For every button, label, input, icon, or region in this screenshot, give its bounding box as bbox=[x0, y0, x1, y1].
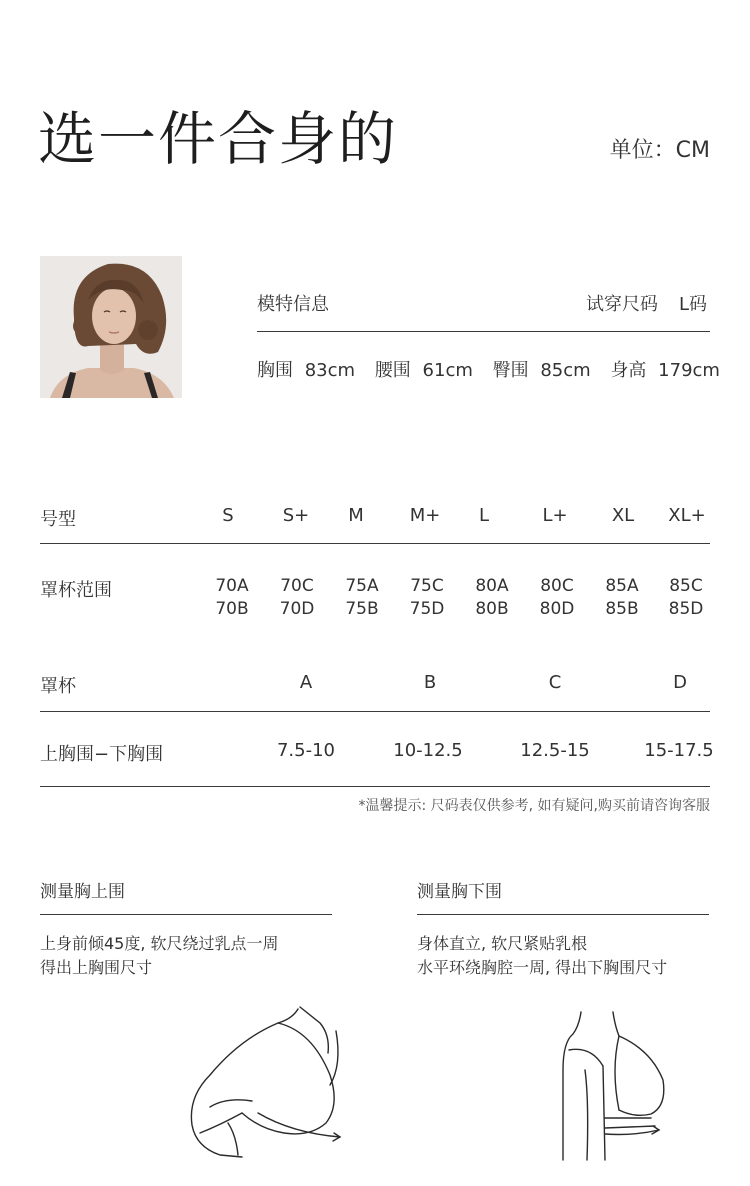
size-cell: M bbox=[348, 505, 364, 526]
cup-cell: A bbox=[299, 672, 313, 693]
stat-height-label: 身高 bbox=[610, 360, 647, 381]
stat-hip-value: 85cm bbox=[540, 360, 591, 381]
diff-cell: 12.5-15 bbox=[520, 740, 590, 761]
upper-bust-desc: 上身前倾45度, 软尺绕过乳点一周 得出上胸围尺寸 bbox=[40, 934, 279, 977]
cup-divider bbox=[40, 711, 710, 712]
stat-hip-label: 臀围 bbox=[492, 360, 529, 381]
model-info-label: 模特信息 bbox=[257, 294, 329, 315]
upper-bust-illustration bbox=[180, 1005, 360, 1165]
stat-height-value: 179cm bbox=[658, 360, 720, 381]
model-photo bbox=[40, 256, 182, 398]
diff-cell: 10-12.5 bbox=[393, 740, 463, 761]
upper-bust-title: 测量胸上围 bbox=[40, 882, 125, 902]
cup-cell: B bbox=[423, 672, 437, 693]
range-cell: 85A 85B bbox=[605, 576, 639, 619]
model-divider bbox=[257, 331, 710, 332]
stat-chest-value: 83cm bbox=[304, 360, 356, 381]
range-cell: 70C 70D bbox=[279, 576, 315, 619]
bust-diff-label: 上胸围−下胸围 bbox=[40, 744, 164, 765]
size-cell: S+ bbox=[282, 505, 310, 526]
range-cell: 80A 80B bbox=[475, 576, 509, 619]
stat-waist-value: 61cm bbox=[422, 360, 473, 381]
cup-row-label: 罩杯 bbox=[40, 676, 76, 697]
cup-cell: D bbox=[673, 672, 687, 693]
table-bottom-divider bbox=[40, 786, 710, 787]
size-cell: S bbox=[222, 505, 234, 526]
size-cell: XL bbox=[611, 505, 635, 526]
cup-range-label: 罩杯范围 bbox=[40, 580, 112, 601]
upper-bust-divider bbox=[40, 914, 332, 915]
diff-cell: 7.5-10 bbox=[276, 740, 336, 761]
unit-label: 单位：CM bbox=[609, 138, 710, 163]
size-cell: L bbox=[478, 505, 490, 526]
range-cell: 85C 85D bbox=[668, 576, 704, 619]
diff-cell: 15-17.5 bbox=[644, 740, 714, 761]
range-cell: 70A 70B bbox=[215, 576, 249, 619]
model-stats bbox=[257, 356, 720, 382]
lower-bust-desc: 身体直立, 软尺紧贴乳根 水平环绕胸腔一周, 得出下胸围尺寸 bbox=[417, 934, 668, 977]
stat-waist-label: 腰围 bbox=[374, 360, 411, 381]
size-cell: XL+ bbox=[668, 505, 706, 526]
lower-bust-divider bbox=[417, 914, 709, 915]
range-cell: 75A 75B bbox=[345, 576, 379, 619]
trial-size-value: L码 bbox=[679, 294, 708, 315]
size-cell: M+ bbox=[409, 505, 441, 526]
page-title: 选一件合身的 bbox=[38, 105, 399, 173]
size-cell: L+ bbox=[542, 505, 568, 526]
size-note: *温馨提示: 尺码表仅供参考, 如有疑问,购买前请咨询客服 bbox=[358, 798, 710, 814]
range-cell: 75C 75D bbox=[409, 576, 445, 619]
stat-chest-label: 胸围 bbox=[257, 360, 293, 381]
trial-size-label: 试穿尺码 bbox=[586, 294, 658, 315]
size-row-label: 号型 bbox=[40, 509, 76, 530]
lower-bust-title: 测量胸下围 bbox=[417, 882, 502, 902]
size-divider bbox=[40, 543, 710, 544]
range-cell: 80C 80D bbox=[539, 576, 575, 619]
cup-cell: C bbox=[548, 672, 562, 693]
lower-bust-illustration bbox=[555, 1010, 675, 1165]
